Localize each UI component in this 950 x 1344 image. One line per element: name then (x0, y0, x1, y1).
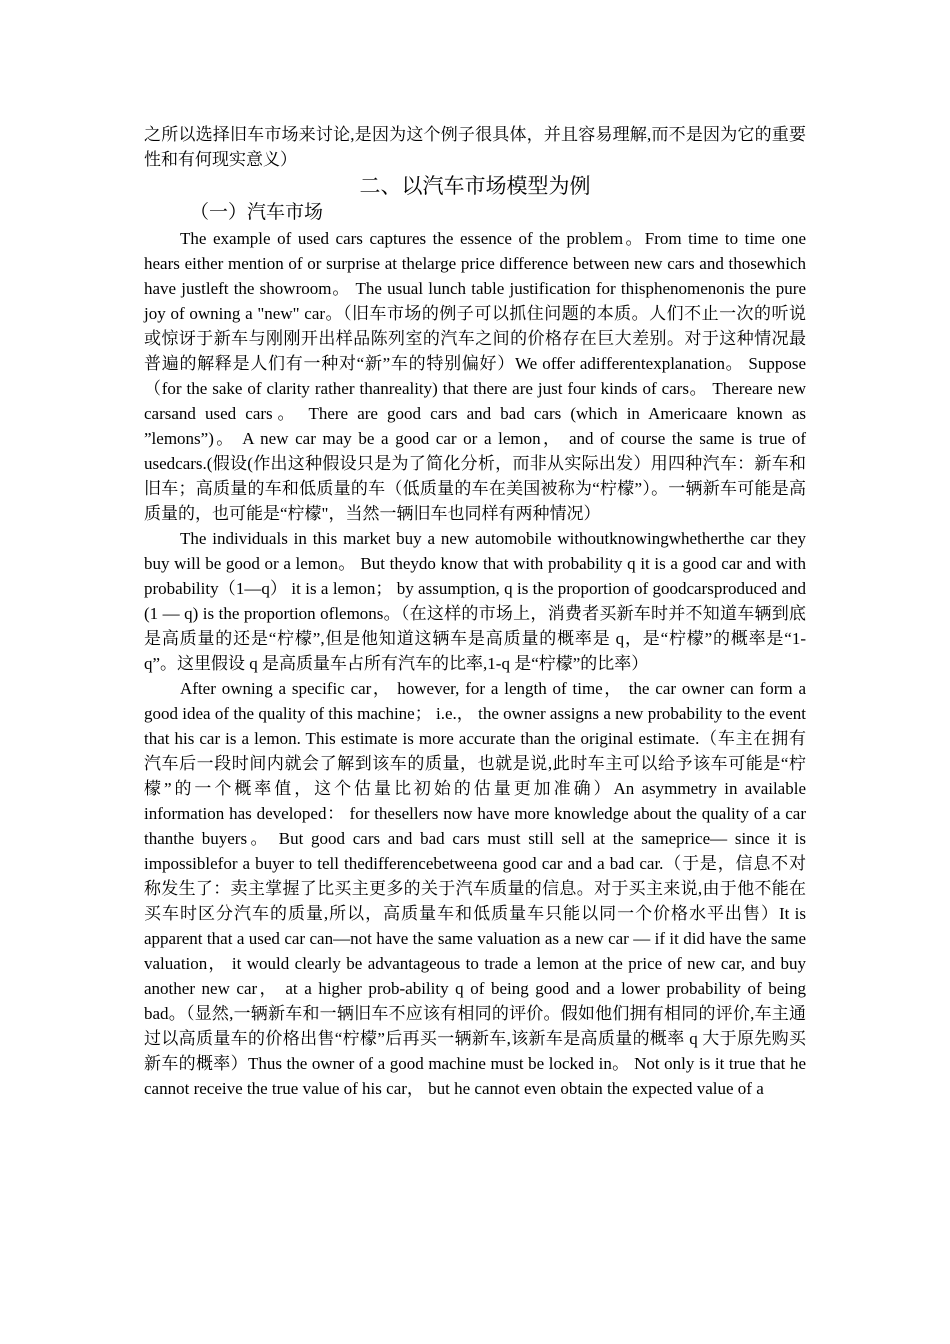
body-paragraph: The example of used cars captures the essence of the problem。From time to time one hears either mention of or surprise at thelarge price difference between new cars and thosewhich have justleft the showroom。 The usual lunch table justification for thisphenomenonis the pure joy of owning a "new" car。（旧车市场的例子可以抓住问题的本质。人们不止一次的听说或惊讶于新车与刚刚开出样品陈列室的汽车之间的价格存在巨大差别。对于这种情况最普遍的解释是人们有一种对“新”车的特别偏好）We offer adifferentexplanation。 Suppose （for the sake of clarity rather thanreality) that there are just four kinds of cars。 Thereare new carsand used cars。 There are good cars and bad cars (which in Americaare known as ”lemons”)。 A new car may be a good car or a lemon， and of course the same is true of usedcars.(假设(作出这种假设只是为了简化分析，而非从实际出发）用四种汽车：新车和旧车；高质量的车和低质量的车（低质量的车在美国被称为“柠檬”）。一辆新车可能是高质量的，也可能是“柠檬"，当然一辆旧车也同样有两种情况） (144, 229, 806, 523)
intro-paragraph: 之所以选择旧车市场来讨论,是因为这个例子很具体，并且容易理解,而不是因为它的重要性和有何现实意义） (144, 125, 806, 169)
subsection-heading: （一）汽车市场 (190, 202, 324, 223)
body-paragraph: The individuals in this market buy a new automobile withoutknowingwhetherthe car they buy will be good or a lemon。 But theydo know that with probability q it is a good car and with probability（1—q） it is a lemon； by assumption, q is the proportion of goodcarsproduced and (1 — q) is the proportion oflemons。（在这样的市场上，消费者买新车时并不知道车辆到底是高质量的还是“柠檬”,但是他知道这辆车是高质量的概率是 q，是“柠檬”的概率是“1-q”。这里假设 q 是高质量车占所有汽车的比率,1-q 是“柠檬”的比率） (144, 529, 806, 673)
section-heading: 二、以汽车市场模型为例 (359, 174, 591, 198)
document-page (144, 122, 806, 1101)
body-paragraph: After owning a specific car， however, for a length of time， the car owner can form a good idea of the quality of this machine； i.e.， the owner assigns a new probability to the event that his car is a lemon. This estimate is more accurate than the original estimate.（车主在拥有汽车后一段时间内就会了解到该车的质量，也就是说,此时车主可以给予该车可能是“柠檬”的一个概率值，这个估量比初始的估量更加准确）An asymmetry in available information has developed： for thesellers now have more knowledge about the quality of a car thanthe buyers。 But good cars and bad cars must still sell at the sameprice— since it is impossiblefor a buyer to tell thedifferencebetweena good car and a bad car.（于是，信息不对称发生了：卖主掌握了比买主更多的关于汽车质量的信息。对于买主来说,由于他不能在买车时区分汽车的质量,所以，高质量车和低质量车只能以同一个价格水平出售）It is apparent that a used car can—not have the same valuation as a new car — if it did have the same valuation， it would clearly be advantageous to trade a lemon at the price of new car, and buy another new car， at a higher prob-ability q of being good and a lower probability of being bad。（显然,一辆新车和一辆旧车不应该有相同的评价。假如他们拥有相同的评价,车主通过以高质量车的价格出售“柠檬”后再买一辆新车,该新车是高质量的概率 q 大于原先购买新车的概率）Thus the owner of a good machine must be locked in。 Not only is it true that he cannot receive the true value of his car， but he cannot even obtain the expected value of a (144, 679, 806, 1098)
